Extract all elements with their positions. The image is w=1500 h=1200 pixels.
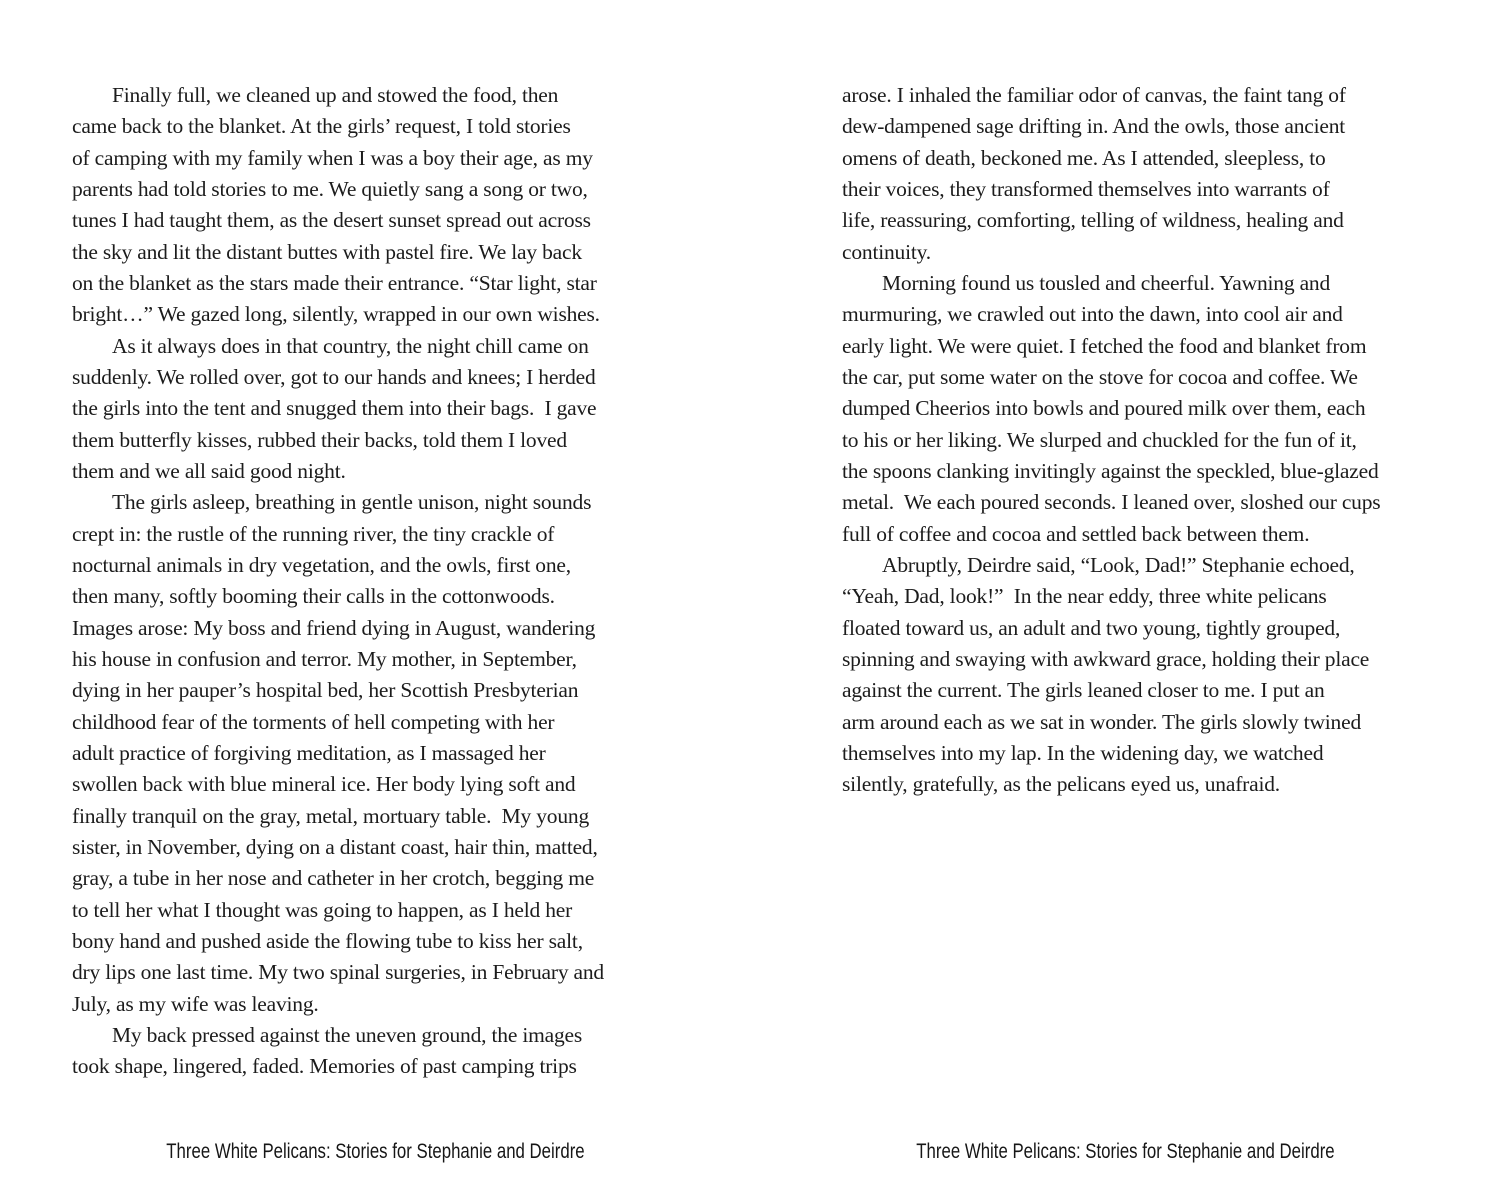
text-line: on the blanket as the stars made their entrance. “Star light, star	[72, 270, 597, 295]
right-page-footer	[750, 1140, 1500, 1164]
text-line: Abruptly, Deirdre said, “Look, Dad!” Stephanie echoed,	[882, 552, 1355, 577]
paragraph	[72, 487, 655, 1020]
paragraph	[72, 80, 655, 331]
text-line: to tell her what I thought was going to happen, as I held her	[72, 897, 573, 922]
text-line: murmuring, we crawled out into the dawn, into cool air and	[842, 302, 1343, 327]
paragraph	[842, 80, 1425, 268]
text-line: floated toward us, an adult and two young, tightly grouped,	[842, 615, 1341, 640]
text-line: The girls asleep, breathing in gentle unison, night sounds	[112, 490, 592, 515]
text-line: finally tranquil on the gray, metal, mortuary table. My young	[72, 803, 590, 828]
paragraph	[72, 1020, 655, 1083]
text-line: dew-dampened sage drifting in. And the owls, those ancient	[842, 114, 1346, 139]
text-line: metal. We each poured seconds. I leaned over, sloshed our cups	[842, 490, 1381, 515]
paragraph	[72, 331, 655, 488]
text-line: against the current. The girls leaned closer to me. I put an	[842, 678, 1325, 703]
text-line: the spoons clanking invitingly against the speckled, blue-glazed	[842, 458, 1379, 483]
text-line: arose. I inhaled the familiar odor of canvas, the faint tang of	[842, 83, 1346, 107]
text-line: the sky and lit the distant buttes with pastel fire. We lay back	[72, 239, 582, 264]
left-page-footer	[0, 1140, 750, 1164]
text-line: suddenly. We rolled over, got to our hands and knees; I herded	[72, 364, 596, 389]
text-line: As it always does in that country, the night chill came on	[112, 333, 589, 358]
footer-title: Three White Pelicans: Stories for Stephanie and Deirdre	[165, 1140, 585, 1163]
text-line: “Yeah, Dad, look!” In the near eddy, three white pelicans	[842, 584, 1327, 609]
text-line: to his or her liking. We slurped and chuckled for the fun of it,	[842, 427, 1357, 452]
text-line: sister, in November, dying on a distant coast, hair thin, matted,	[72, 834, 598, 859]
text-line: Images arose: My boss and friend dying in August, wandering	[72, 615, 596, 640]
text-line: took shape, lingered, faded. Memories of past camping trips	[72, 1054, 577, 1079]
text-line: full of coffee and cocoa and settled back between them.	[842, 521, 1310, 546]
text-line: the girls into the tent and snugged them into their bags. I gave	[72, 396, 597, 421]
text-line: gray, a tube in her nose and catheter in her crotch, begging me	[72, 866, 595, 891]
page-right	[750, 0, 1500, 1200]
footer-title: Three White Pelicans: Stories for Stephanie and Deirdre	[915, 1140, 1335, 1163]
text-line: adult practice of forgiving meditation, as I massaged her	[72, 740, 546, 765]
text-line: of camping with my family when I was a boy their age, as my	[72, 145, 593, 170]
text-line: omens of death, beckoned me. As I attended, sleepless, to	[842, 145, 1326, 170]
text-line: July, as my wife was leaving.	[72, 991, 319, 1016]
text-line: life, reassuring, comforting, telling of wildness, healing and	[842, 208, 1344, 233]
text-line: came back to the blanket. At the girls’ request, I told stories	[72, 114, 571, 139]
text-line: them butterfly kisses, rubbed their backs, told them I loved	[72, 427, 567, 452]
text-line: Finally full, we cleaned up and stowed the food, then	[112, 83, 559, 107]
text-line: bright…” We gazed long, silently, wrapped in our own wishes.	[72, 302, 600, 327]
text-line: swollen back with blue mineral ice. Her body lying soft and	[72, 772, 576, 797]
text-line: the car, put some water on the stove for cocoa and coffee. We	[842, 364, 1358, 389]
text-line: continuity.	[842, 239, 931, 264]
text-line: their voices, they transformed themselves into warrants of	[842, 176, 1330, 201]
text-line: dumped Cheerios into bowls and poured milk over them, each	[842, 396, 1366, 421]
text-line: themselves into my lap. In the widening day, we watched	[842, 740, 1324, 765]
text-line: silently, gratefully, as the pelicans eyed us, unafraid.	[842, 772, 1280, 797]
text-line: dying in her pauper’s hospital bed, her Scottish Presbyterian	[72, 678, 579, 703]
text-line: My back pressed against the uneven ground, the images	[112, 1022, 583, 1047]
text-line: tunes I had taught them, as the desert sunset spread out across	[72, 208, 591, 233]
text-line: bony hand and pushed aside the flowing tube to kiss her salt,	[72, 928, 583, 953]
right-page-text	[842, 80, 1425, 801]
paragraph	[842, 268, 1425, 550]
text-line: dry lips one last time. My two spinal surgeries, in February and	[72, 960, 604, 985]
text-line: spinning and swaying with awkward grace, holding their place	[842, 646, 1370, 671]
text-line: then many, softly booming their calls in the cottonwoods.	[72, 584, 555, 609]
text-line: Morning found us tousled and cheerful. Yawning and	[882, 270, 1331, 295]
paragraph	[842, 550, 1425, 801]
left-page-text	[72, 80, 655, 1083]
text-line: them and we all said good night.	[72, 458, 346, 483]
text-line: his house in confusion and terror. My mother, in September,	[72, 646, 577, 671]
text-line: childhood fear of the torments of hell competing with her	[72, 709, 555, 734]
text-line: parents had told stories to me. We quietly sang a song or two,	[72, 176, 588, 201]
text-line: arm around each as we sat in wonder. The girls slowly twined	[842, 709, 1362, 734]
text-line: early light. We were quiet. I fetched the food and blanket from	[842, 333, 1367, 358]
text-line: nocturnal animals in dry vegetation, and the owls, first one,	[72, 552, 571, 577]
text-line: crept in: the rustle of the running river, the tiny crackle of	[72, 521, 555, 546]
